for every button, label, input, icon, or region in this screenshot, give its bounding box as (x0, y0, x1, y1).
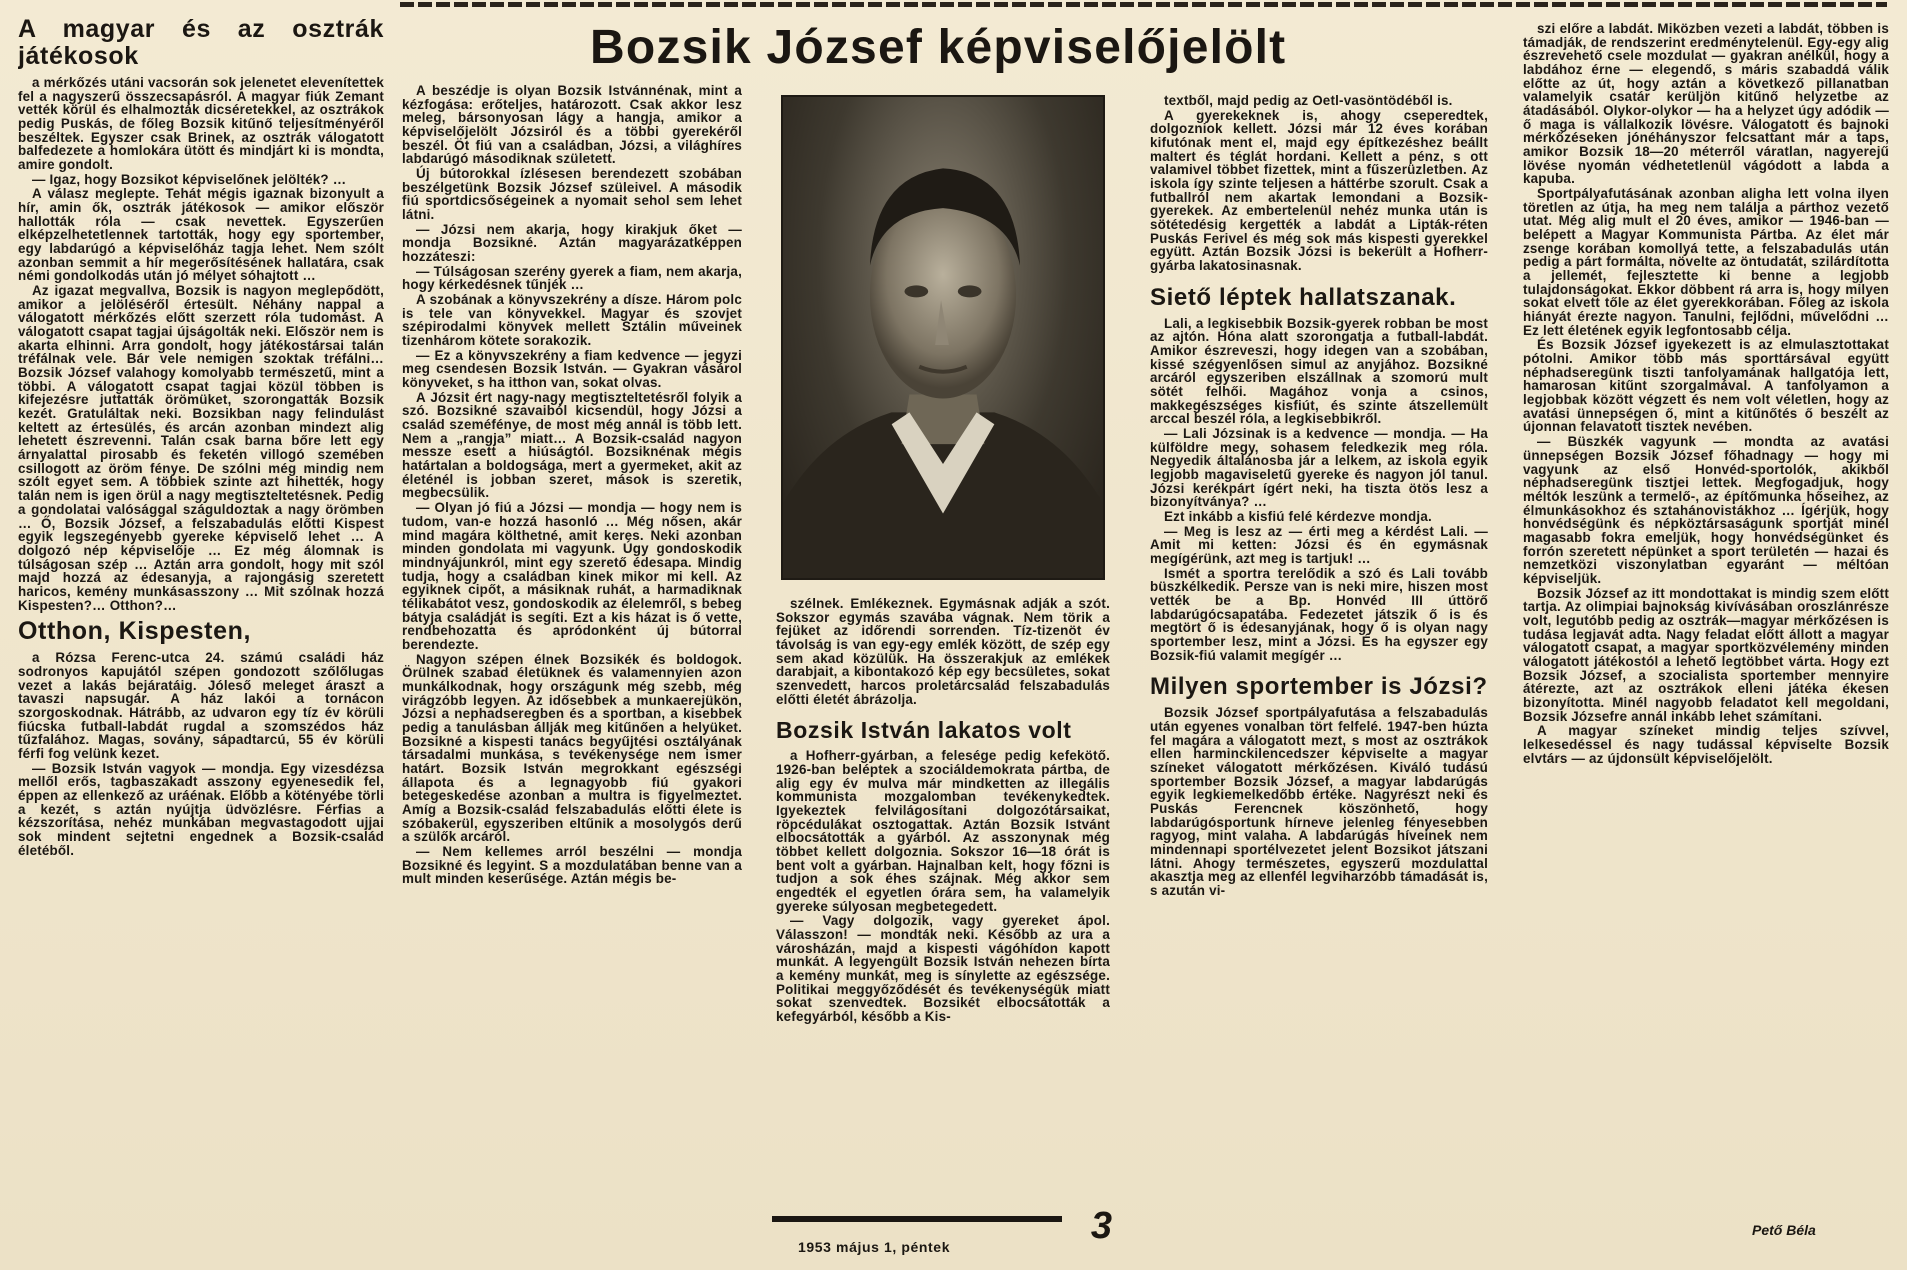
paragraph: a mérkőzés utáni vacsorán sok jelenetet elevenítettek fel a nagyszerű összecsapásról. A magyar fiúk Zemant vették körül és elhalmozták dicséretekkel, az osztrákok pedig Puskás, de főleg Bozsik kitűnő teljesítményéről beszéltek. Egyszer csak Brinek, az osztrák válogatott balfedezete a homlokára ütött és mindjárt ki is mondta, amire gondolt. (18, 75, 384, 173)
subhead-sportsman: Milyen sportember is Józsi? (1150, 673, 1488, 701)
paragraph: — Nem kellemes arról beszélni — mondja Bozsikné és legyint. S a mozdulatában benne van a mult minden keserűsége. Aztán mégis be- (402, 843, 742, 887)
paragraph: Sportpályafutásának azonban aligha lett volna ilyen töretlen az útja, ha meg nem találja a párthoz vezető utat. Még alig mult el 20 éves, amikor — 1946-ban — belépett a Magyar Kommunista Pártba. Az élet már zsenge korában komollyá tette, a felszabadulás után pedig a párt formálta, növelte az öntudatát, szilárdította a jellemét, fejlesztette ki benne a legjobb tulajdonságokat. Ekkor döbbent rá arra is, hogy milyen sokat elvett tőle az élet gyerekkorában. Főleg az iskola hiányát érezte nagyon. Tanulni, fejlődni, művelődni … Ez lett életének egyik legfontosabb célja. (1523, 186, 1889, 338)
paragraph: — Józsi nem akarja, hogy kirakjuk őket — mondja Bozsikné. Aztán magyarázatképpen hozzáteszi: (402, 221, 742, 265)
paragraph: a Hofherr-gyárban, a felesége pedig kefekötő. 1926-ban beléptek a szociáldemokrata pártba, de alig egy év mulva már mindketten az illegális kommunista mozgalomban tevékenykedtek. Igyekeztek felvilágosítani dolgozótársaikat, röpcédulákat osztogattak. Aztán Bozsik Istvánt elbocsátották a gyárból. Az asszonynak még többet kellett dolgoznia. Sokszor 16—18 órát is bent volt a gyárban. Hajnalban kelt, hogy főzni is tudjon a sok éhes szájnak. Még akkor sem engedték el egyetlen órára sem, ha valamelyik gyereke súlyosan megbetegedett. (776, 748, 1110, 914)
paragraph: — Büszkék vagyunk — mondta az avatási ünnepségen Bozsik József főhadnagy — hogy mi vagyunk az első Honvéd-sportolók, akikből néphadseregünk tisztjei lettek. Megfogadjuk, hogy méltók leszünk a termelő-, az építőmunka hőseihez, az élmunkásokhoz és sztahánovistákhoz … Ígérjük, hogy honvédségünk és népköztársaságunk sportját minél magasabb fokra emeljük, hogy honvédségünket és forrón szeretett népünket a sport területén — hazai és nemzetközi viszonylatban egyaránt — méltóan képviseljük. (1523, 434, 1889, 586)
paragraph: Ezt inkább a kisfiú felé kérdezve mondja. (1164, 509, 1432, 525)
paragraph: Bozsik József az itt mondottakat is mindig szem előtt tartja. Az olimpiai bajnokság kivívásában oroszlánrésze volt, legutóbb pedig az osztrák—magyar mérkőzésen is tudása legjavát adta. Nagy feladat előtt állott a magyar válogatott csapat, a magyar sportközvélemény minden válogatott játékostól a lehető legtöbbet várta. Hogy ezt Bozsik József, a szocialista sportember mennyire átérezte, azt az osztrákok elleni játéka ékesen bizonyította. Minél nagyobb feladatot kell megoldani, Bozsik Józsefre annál inkább lehet számítani. (1523, 585, 1889, 724)
paragraph: — Túlságosan szerény gyerek a fiam, nem akarja, hogy kérkedésnek tűnjék … (402, 263, 742, 293)
paragraph: A válasz meglepte. Tehát mégis igaznak bizonyult a hír, amin ők, osztrák játékosok — amikor először hallották róla — csak nevettek. Egyszerűen elképzelhetetlennek tartották, hogy egy sportember, egy labdarúgó a képviselőház tagja lehet. Nem szólt azonban semmit a hír megerősítésének hallatára, csak némi gondolkodás után jó mélyet sóhajtott … (18, 186, 384, 284)
paragraph: textből, majd pedig az Oetl-vasöntödéből is. (1164, 94, 1453, 108)
paragraph: A gyerekeknek is, ahogy cseperedtek, dolgozniok kellett. Józsi már 12 éves korában kifutónak ment el, majd egy építkezéshez beállt maltert és téglát hordani. Kellett a pénz, s ott valamivel többet fizettek, mint a fűszerüzletben. Az iskola így szinte teljesen a háttérbe szorult. Csak a futballról nem akartak lemondani a Bozsik-gyerekek. Az embertelenül nehéz munka után is sötétedésig kergették a labdát a Lipták-réten Puskás Ferivel és még sok más kispesti gyerekkel együtt. Aztán Bozsik Józsi is bekerült a Hofherr-gyárba lakatosinasnak. (1150, 107, 1488, 274)
paragraph: — Vagy dolgozik, vagy gyereket ápol. Válasszon! — mondták neki. Később az ura a városházán, majd a kispesti vágóhídon kapott munkát. A legyengült Bozsik István nehezen bírta a kemény munkát, meg is sínylette az egészsége. Politikai meggyőződését és tevékenységük miatt sokat szenvedtek. Bozsikét elbocsátották a kefegyárból, később a Kis- (776, 913, 1110, 1024)
portrait-silhouette (783, 97, 1103, 578)
paragraph: Ismét a sportra terelődik a szó és Lali tovább büszkélkedik. Persze van is neki mire, hiszen most vették be a Bp. Honvéd III úttörő labdarúgócsapatába. Fedezetet játszik ő is és megtört ő is édesanyjának, hogy ő is olyan nagy sportember lesz, mint a Józsi. És ha egyszer egy Bozsik-fiú valamit megígér … (1150, 565, 1488, 663)
paragraph: — Bozsik István vagyok — mondja. Egy vizesdézsa mellől erős, tagbaszakadt asszony egyenesedik fel, éppen az ellenkező az uráénak. Előbb a kötényébe törli a kezét, s aztán nyújtja üdvözlésre. Férfias a kézszorítása, nehéz munkában megvastagodott ujjai sok mindent sejtetni engednek a Bozsik-család életéből. (18, 760, 384, 858)
paragraph: Új bútorokkal ízlésesen berendezett szobában beszélgetünk Bozsik József szüleivel. A második fiú sportdicsőségeinek a nyomait sehol sem lehet látni. (402, 166, 742, 223)
paragraph: A szobának a könyvszekrény a dísze. Három polc is tele van könyvekkel. Magyar és szovjet szépirodalmi könyvek mellett Sztálin műveinek tizenhárom kötete sorakozik. (402, 292, 742, 349)
subhead-home: Otthon, Kispesten, (18, 617, 252, 646)
portrait-photo (781, 95, 1105, 580)
page-footer (772, 1205, 1112, 1261)
subhead-players: A magyar és az osztrák játékosok (18, 15, 384, 70)
byline: Pető Béla (1752, 1222, 1816, 1238)
paragraph: — Igaz, hogy Bozsikot képviselőnek jelölték? … (32, 171, 347, 187)
paragraph: A beszédje is olyan Bozsik Istvánnénak, mint a kézfogása: erőteljes, határozott. Csak akkor lesz meleg, bársonyosan lágy a hangja, amikor a képviselőjelölt Józsiról és a többi gyerekéről beszél. Öt fiú van a családban, Józsi, a világhíres labdarúgó másodiknak született. (402, 84, 742, 167)
top-rule (400, 2, 1887, 7)
paragraph: a Rózsa Ferenc-utca 24. számú családi ház sodronyos kapujától szépen gondozott szőlőlugas vezet a lakás bejáratáig. Jóleső meleget áraszt a tavaszi napsugár. A ház lakói a tornácon szorgoskodnak. Hátrább, az udvaron egy tíz év körüli fiúcska futball-labdát rugdal a szomszédos ház tűzfalához. Magas, sovány, sápadtarcú, 55 év körüli férfi fog velünk kezet. (18, 650, 384, 761)
publication-date: 1953 május 1, péntek (798, 1239, 951, 1255)
paragraph: szélnek. Emlékeznek. Egymásnak adják a szót. Sokszor egymás szavába vágnak. Nem törik a fejüket az időrendi sorrenden. Tíz-tizenöt év távolság is van egy-egy emlék között, de szép egy sem akad közülük. Ha összerakjuk az emlékek darabjait, a kibontakozó kép egy becsületes, sokat szenvedett, harcos proletárcsalád felszabadulás előtti életét ábrázolja. (776, 597, 1110, 707)
paragraph: — Meg is lesz az — érti meg a kérdést Lali. — Amit mi ketten: Józsi és én egymásnak megígérünk, azt meg is tartjuk! … (1150, 523, 1488, 567)
paragraph: — Ez a könyvszekrény a fiam kedvence — jegyzi meg csendesen Bozsik István. — Gyakran vásárol könyveket, s ha itthon van, sokat olvas. (402, 347, 742, 391)
headline: Bozsik József képviselőjelölt (590, 21, 1287, 74)
page-number: 3 (1090, 1205, 1112, 1247)
column-5 (1523, 22, 1889, 1262)
footer-rule (772, 1216, 1062, 1222)
column-2 (402, 84, 742, 1262)
paragraph: Nagyon szépen élnek Bozsikék és boldogok. Örülnek szabad életüknek és valamennyien azon munkálkodnak, hogy országunk még szebb, még virágzóbb legyen. Az idősebbek a munkaerejükön, Józsi a nephadseregben és a sportban, a kisebbek pedig a tanulásban állják meg kitűnően a helyüket. Bozsikné a kispesti tanács begyűjtési osztályának társadalmi munkása, s tevékenysége nem ismer határt. Bozsik István megrokkant egészségi állapota és a legnagyobb fiú gyakori betegeskedése azonban a multra is figyelmeztet. Amíg a Bozsik-család felszabadulás előtti élete is szóbakerül, egyszeriben eltűnik a mosolygós derű a szülők arcáról. (402, 651, 742, 845)
paragraph: szi előre a labdát. Miközben vezeti a labdát, többen is támadják, de rendszerint eredménytelenül. Egy-egy alig észrevehető csele mozdulat — gyakran anélkül, hogy a labdához érne — elegendő, s máris szabaddá válik előtte az út, hogy aztán a következő pillanatban valamelyik csatár kerüljön kitűnő helyzetbe az átadásából. Olykor-olykor — ha a helyzet úgy adódik — ő maga is vállalkozik lövésre. Válogatott és bajnoki mérkőzéseken jónéhányszor felcsattant már a taps, amikor Bozsik 18—20 méterről váratlan, nagyerejű lövése nyomán védhetetlenül vágódott a labda a kapuba. (1523, 22, 1889, 187)
paragraph: Az igazat megvallva, Bozsik is nagyon meglepődött, amikor a jelöléséről értesült. Néhány nappal a válogatott mérkőzés előtt szerzett róla tudomást. A válogatott csapat tagjai újságolták neki. Először nem is akarta elhinni. Arra gondolt, hogy játékostársai talán tréfálnak vele. Bár vele nemigen szoktak tréfálni… Bozsik József valahogy komolyabb természetű, mint a többi. A válogatott csapat tagjai közül többen is kifejezésre juttatták örömüket, szorongatták Bozsik kezét. Gratuláltak neki. Bozsikban nagy felindulást keltett az értesülés, és arcán azonban mindezt alig lehetett észrevenni. Talán csak barna bőre lett egy árnyalattal pirosabb és feketén villogó szemében csillogott az öröm fénye. De szólni még mindig nem szólt egyet sem. A többiek szinte azt hihették, hogy talán nem is igen örül a nagy megtiszteltetésnek. Pedig a gondolatai valósággal száguldoztak a nagy örömben … Ő, Bozsik József, a felszabadulás előtti Kispest egyik legszegényebb gyereke képviselő lehet … A dolgozó nép képviselője … Ez még álomnak is túlságosan szép … Aztán arra gondolt, hogy mit szól majd hozzá az édesanyja, a rajongásig szeretett haricos, kemény munkásasszony … Mit szólnak hozzá Kispesten?… Otthon?… (18, 283, 384, 613)
paragraph: — Olyan jó fiú a Józsi — mondja — hogy nem is tudom, van-e hozzá hasonló … Még nősen, akár mind magára költhetné, amit keres. Neki azonban minden gondolata mi vagyunk. Úgy gondoskodik mindnyájunkról, mint egy szerető édesapa. Mindig tudja, hogy a családban kinek mikor mi kell. Az egyiknek cipőt, a másiknak ruhát, a harmadiknak télikabátot vesz, gondoskodik az élelemről, s bebeg bátyja családját is segíti. Ezt a kis házat is ő vette, rendbehozatta és apródonként új bútorral berendezte. (402, 500, 742, 652)
paragraph: Bozsik József sportpályafutása a felszabadulás után egyenes vonalban tört felfelé. 1947-ben húzta fel magára a válogatott mezt, s most az osztrákok ellen harminckilencedszer képviselte a magyar színeket válogatott mérkőzésen. Kiváló tudású sportember Bozsik József, a magyar labdarúgás egyik legkiemelkedőbb értéke. Nagyrészt neki és Puskás Ferencnek köszönhető, hogy labdarúgósportunk hírneve jelenleg fényesebben ragyog, mint valaha. A labdarúgás híveinek nem mindennapi sportélvezetet jelent Bozsikot játszani látni. Ahogy természetes, egyszerű mozdulattal akasztja meg az ellenfél legviharzóbb támadását is, s azután vi- (1150, 705, 1488, 899)
column-1 (18, 10, 384, 1262)
column-4 (1150, 94, 1488, 1262)
subhead-steps: Siető léptek hallatszanak. (1150, 283, 1457, 311)
subhead-locksmith: Bozsik István lakatos volt (776, 717, 1072, 744)
paragraph: Lali, a legkisebbik Bozsik-gyerek robban be most az ajtón. Hóna alatt szorongatja a futball-labdát. Amikor észreveszi, hogy idegen van a szobában, kissé szégyenlősen simul az anyjához. Bozsikné arcáról egyszeriben elszállnak a szomorú mult sötét felhői. Magához vonja a csinos, makkegészséges kisfiút, és szinte átszellemült arccal beszél róla, a legkisebbikről. (1150, 315, 1488, 427)
paragraph: A Józsit ért nagy-nagy megtiszteltetésről folyik a szó. Bozsikné szavaiból kicsendül, hogy Józsi a család szeméfénye, de most még annál is több lett. Nem a „rangja” miatt… A Bozsik-család nagyon messze esett a hiúságtól. Bozsiknénak mégis határtalan a boldogsága, mert a gyermeket, akit az életénél is jobban szeret, mások is szeretik, megbecsülik. (402, 389, 742, 501)
paragraph: A magyar színeket mindig teljes szívvel, lelkesedéssel és nagy tudással képviselte Bozsik elvtárs — az újdonsült képviselőjelölt. (1523, 723, 1889, 766)
paragraph: — Lali Józsinak is a kedvence — mondja. — Ha külföldre megy, sohasem feledkezik meg róla. Negyedik általánosba jár a lelkem, az iskola egyik legjobb magaviseletű gyereke és nagyon jól tanul. Józsi kerékpárt ígért neki, ha tiszta ötös lesz a bizonyítványa? … (1150, 426, 1488, 510)
column-3 (776, 597, 1110, 1180)
paragraph: És Bozsik József igyekezett is az elmulasztottakat pótolni. Amikor több más sporttársával együtt néphadseregünk tiszti tanfolyamának hallgatója lett, hamarosan kitűnt szorgalmával. A tanfolyamon a legjobbak között végzett és nem volt véletlen, hogy az avatási ünnepségen ő, mint a kitűnőtés ő beszélt az újonnan felavatott tisztek nevében. (1523, 337, 1889, 435)
